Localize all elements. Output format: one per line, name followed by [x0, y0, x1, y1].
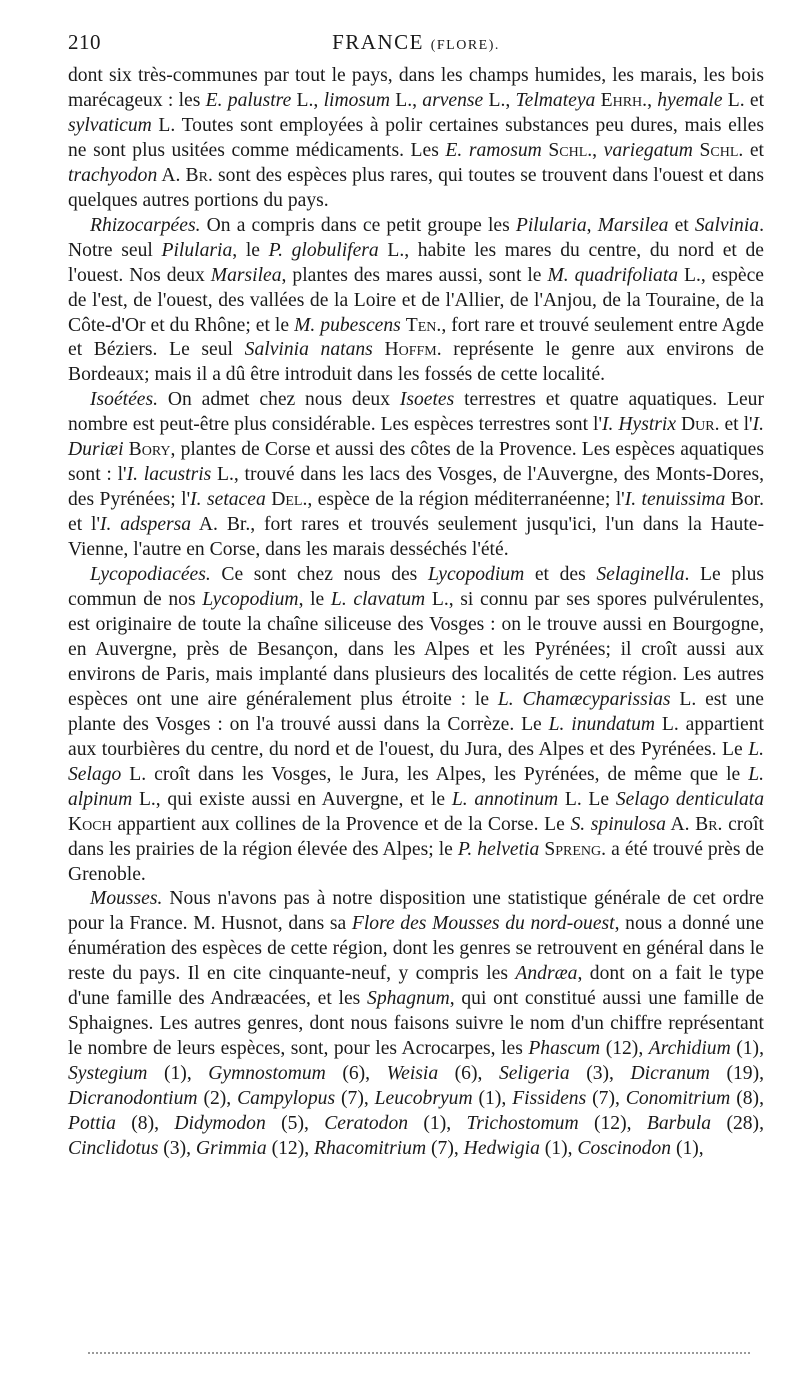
italic-term: S. spinulosa: [570, 813, 666, 835]
author-abbrev: Br.: [185, 164, 213, 186]
text-run: (12),: [600, 1038, 649, 1060]
italic-term: Salvinia: [694, 214, 760, 236]
italic-term: M. quadrifoliata: [547, 264, 679, 286]
italic-term: Gymnostomum: [208, 1063, 326, 1085]
italic-term: Selago denticulata: [615, 788, 765, 810]
italic-term: Hedwigia: [463, 1137, 540, 1159]
italic-term: Pottia: [68, 1113, 116, 1135]
text-run: , plantes des mares aussi, sont le: [281, 264, 548, 286]
text-run: (28),: [711, 1113, 764, 1135]
italic-term: E. palustre: [205, 89, 292, 111]
italic-term: E. ramosum: [445, 139, 542, 161]
italic-term: I. setacea: [190, 489, 266, 511]
text-run: Ce sont chez nous des: [210, 564, 428, 586]
italic-term: Rhizocarpées.: [90, 214, 201, 236]
italic-term: Selaginella: [596, 564, 685, 586]
text-run: (1),: [472, 1088, 513, 1110]
author-abbrev: Bory: [128, 439, 171, 461]
text-run: (8),: [730, 1088, 764, 1110]
text-run: , plantes de Corse et aussi des côtes de la Provence. Les espèces aquatiques sont : l': [68, 439, 764, 486]
italic-term: I. Duriæi: [68, 414, 764, 461]
paragraph-3: [68, 388, 764, 563]
italic-term: Archidium: [648, 1038, 731, 1060]
text-run: a été trouvé près de Grenoble.: [68, 838, 764, 885]
italic-term: Lycopodiacées.: [90, 564, 211, 586]
text-run: croît dans les prairies de la région élevée des Alpes; le: [68, 813, 764, 860]
text-run: L. Toutes sont employées à polir certaines substances peu dures, mais elles ne sont plus usitées comme médicaments. Les: [68, 114, 764, 161]
author-abbrev: Koch: [68, 813, 112, 835]
paragraph-5: [68, 887, 764, 1161]
italic-term: limosum: [323, 89, 390, 111]
text-run: (2),: [197, 1088, 238, 1110]
text-run: L.,: [291, 89, 324, 111]
italic-term: Sphagnum: [367, 988, 450, 1010]
italic-term: sylvaticum: [68, 114, 152, 136]
text-run: terrestres et quatre aquatiques. Leur nombre est peut-être plus considérable. Les espèces terrestres sont l': [68, 389, 764, 436]
text-run: A.: [157, 164, 186, 186]
text-run: (19),: [709, 1063, 765, 1085]
text-run: (1),: [539, 1137, 578, 1159]
text-run: (1),: [671, 1137, 704, 1159]
text-run: (7),: [335, 1088, 375, 1110]
author-abbrev: Br.: [695, 813, 723, 835]
text-run: On admet chez nous deux: [158, 389, 400, 411]
italic-term: L. clavatum: [330, 589, 426, 611]
italic-term: Pilularia: [161, 239, 233, 261]
italic-term: Marsilea: [210, 264, 282, 286]
italic-term: Telmateya: [515, 89, 596, 111]
text-run: L., trouvé dans les lacs des Vosges, de l'Auvergne, des Monts-Dores, des Pyrénées; l': [68, 464, 764, 511]
italic-term: I. lacustris: [126, 464, 212, 486]
running-header: [68, 22, 764, 64]
italic-term: Leucobryum: [374, 1088, 473, 1110]
text-run: dont six très-communes par tout le pays, dans les champs humides, les marais, les bois marécageux : les: [68, 65, 764, 111]
italic-term: Barbula: [646, 1113, 712, 1135]
text-run: , qui ont constitué aussi une famille de Sphaignes. Les autres genres, dont nous faisons suivre le nom d'un chiffre représentant le nombre de leurs espèces, sont, pour les Acrocarpes, les: [68, 988, 764, 1060]
running-title-sub: (FLORE).: [430, 38, 500, 53]
text-run: ,: [592, 139, 604, 161]
text-run: L. croît dans les Vosges, le Jura, les Alpes, les Pyrénées, de même que le: [121, 763, 749, 785]
italic-term: Seligeria: [498, 1063, 570, 1085]
italic-term: Flore des Mousses du nord-ouest: [351, 913, 615, 935]
text-run: (7),: [586, 1088, 626, 1110]
text-run: (1),: [730, 1038, 764, 1060]
italic-term: L. annotinum: [451, 788, 559, 810]
text-run: (12),: [578, 1113, 647, 1135]
text-run: , nous a donné une énumération des espèces de cette région, dont les genres se retrouvent en général dans le reste du pays. Il en cite cinquante-neuf, y compris les: [68, 913, 764, 985]
italic-term: Grimmia: [195, 1137, 267, 1159]
text-run: , fort rare et trouvé seulement entre Agde et Béziers. Le seul: [68, 314, 764, 361]
author-abbrev: Schl.: [548, 139, 593, 161]
author-abbrev: Del.: [271, 489, 308, 511]
italic-term: L. alpinum: [68, 763, 764, 810]
paragraph-4: [68, 563, 764, 887]
italic-term: Ceratodon: [324, 1113, 409, 1135]
text-run: L., habite les mares du centre, du nord et de l'ouest. Nos deux: [68, 239, 764, 286]
italic-term: P. globulifera: [268, 239, 379, 261]
italic-term: Weisia: [386, 1063, 439, 1085]
author-abbrev: Ehrh.: [600, 89, 648, 111]
text-run: On a compris dans ce petit groupe les: [200, 214, 516, 236]
italic-term: arvense: [422, 89, 484, 111]
page-number: 210: [68, 30, 101, 54]
running-title: [68, 30, 764, 55]
text-run: L. et: [722, 89, 765, 111]
running-title-main: FRANCE: [332, 30, 424, 54]
paragraph-1: [68, 64, 764, 214]
text-run: , dont on a fait le type d'une famille des Andræacées, et les: [68, 963, 764, 1010]
author-abbrev: Hoffm.: [384, 339, 442, 361]
italic-term: I. Hystrix: [601, 414, 677, 436]
italic-term: I. tenuissima: [624, 489, 726, 511]
text-run: A. Br., fort rares et trouvés seulement jusqu'ici, l'un dans la Haute-Vienne, l'autre en Corse, dans les marais desséchés l'été.: [68, 514, 764, 561]
italic-term: Salvinia natans: [244, 339, 373, 361]
italic-term: Trichostomum: [466, 1113, 579, 1135]
italic-term: Didymodon: [174, 1113, 266, 1135]
italic-term: L. Chamæcyparissias: [497, 688, 671, 710]
footer-dotted-rule: [88, 1352, 750, 1354]
text-run: L.,: [390, 89, 423, 111]
italic-term: Phascum: [528, 1038, 601, 1060]
text-run: (3),: [158, 1137, 196, 1159]
italic-term: hyemale: [657, 89, 723, 111]
text-run: Bor. et l': [68, 489, 764, 536]
body-text: [68, 64, 764, 1162]
text-run: représente le genre aux environs de Bordeaux; mais il a dû être introduit dans les fossés de cette localité.: [68, 339, 764, 386]
italic-term: M. pubescens: [294, 314, 401, 336]
text-run: L., espèce de l'est, de l'ouest, des vallées de la Loire et de l'Allier, de l'Anjou, de la Touraine, de la Côte-d'Or et du Rhône; et le: [68, 264, 764, 336]
text-run: et: [743, 139, 764, 161]
text-run: et l': [719, 414, 753, 436]
italic-term: Rhacomitrium: [314, 1137, 427, 1159]
text-run: (7),: [426, 1137, 464, 1159]
text-run: L.,: [483, 89, 516, 111]
italic-term: Isoétées.: [90, 389, 159, 411]
text-run: ,: [586, 214, 598, 236]
text-run: appartient aux collines de la Provence et de la Corse. Le: [111, 813, 571, 835]
italic-term: Lycopodium: [427, 564, 525, 586]
author-abbrev: Spreng.: [544, 838, 607, 860]
text-run: A.: [665, 813, 696, 835]
italic-term: Marsilea: [597, 214, 669, 236]
text-run: et des: [524, 564, 597, 586]
text-run: Nous n'avons pas à notre disposition une statistique générale de cet ordre pour la France. M. Husnot, dans sa: [68, 888, 764, 935]
italic-term: Isoetes: [399, 389, 455, 411]
text-run: , espèce de la région méditerranéenne; l': [307, 489, 625, 511]
italic-term: Conomitrium: [625, 1088, 731, 1110]
text-run: (8),: [115, 1113, 175, 1135]
italic-term: P. helvetia: [457, 838, 540, 860]
text-run: L. est une plante des Vosges : on l'a trouvé aussi dans la Corrèze. Le: [68, 688, 764, 735]
author-abbrev: Dur.: [681, 414, 720, 436]
italic-term: Coscinodon: [577, 1137, 672, 1159]
text-run: (5),: [265, 1113, 325, 1135]
text-run: L., si connu par ses spores pulvérulentes, est originaire de toute la chaîne siliceuse des Vosges : on le trouve aussi en Bourgogne, en Auvergne, près de Besançon, dans les Alpes et les Pyrénées; il croît aussi aux environs de Paris, mais implanté dans plusieurs des localités de cette région. Les autres espèces ont une aire généralement plus étroite : le: [68, 589, 765, 710]
text-run: (6),: [438, 1063, 499, 1085]
text-run: et: [668, 214, 695, 236]
text-run: , le: [298, 589, 331, 611]
italic-term: Lycopodium: [202, 589, 299, 611]
text-run: (1),: [408, 1113, 467, 1135]
italic-term: Systegium: [68, 1063, 148, 1085]
text-run: , le: [232, 239, 269, 261]
text-run: ,: [647, 89, 658, 111]
italic-term: Dicranodontium: [68, 1088, 198, 1110]
text-run: . Le plus commun de nos: [68, 564, 764, 611]
italic-term: Mousses.: [90, 888, 163, 910]
italic-term: Pilularia: [515, 214, 587, 236]
italic-term: L. Selago: [68, 738, 764, 785]
italic-term: L. inundatum: [548, 713, 656, 735]
italic-term: I. adspersa: [100, 514, 192, 536]
italic-term: Fissidens: [512, 1088, 587, 1110]
text-run: L., qui existe aussi en Auvergne, et le: [132, 788, 452, 810]
text-run: L. Le: [558, 788, 616, 810]
text-run: . Notre seul: [68, 214, 764, 261]
text-run: [373, 339, 385, 360]
text-run: L. appartient aux tourbières du centre, du nord et de l'ouest, du Jura, des Alpes et des Pyrénées. Le: [68, 713, 764, 760]
paragraph-2: [68, 214, 764, 389]
italic-term: Dicranum: [630, 1063, 710, 1085]
text-run: (12),: [266, 1137, 315, 1159]
text-run: (1),: [147, 1063, 209, 1085]
author-abbrev: Schl.: [699, 139, 744, 161]
italic-term: Cinclidotus: [68, 1137, 159, 1159]
text-run: sont des espèces plus rares, qui toutes se trouvent dans l'ouest et dans quelques autres portions du pays.: [68, 164, 764, 211]
italic-term: Andræa: [515, 963, 578, 985]
text-run: (6),: [325, 1063, 387, 1085]
italic-term: Campylopus: [237, 1088, 336, 1110]
author-abbrev: Ten.: [405, 314, 442, 336]
italic-term: variegatum: [603, 139, 693, 161]
italic-term: trachyodon: [68, 164, 158, 186]
text-run: (3),: [569, 1063, 631, 1085]
